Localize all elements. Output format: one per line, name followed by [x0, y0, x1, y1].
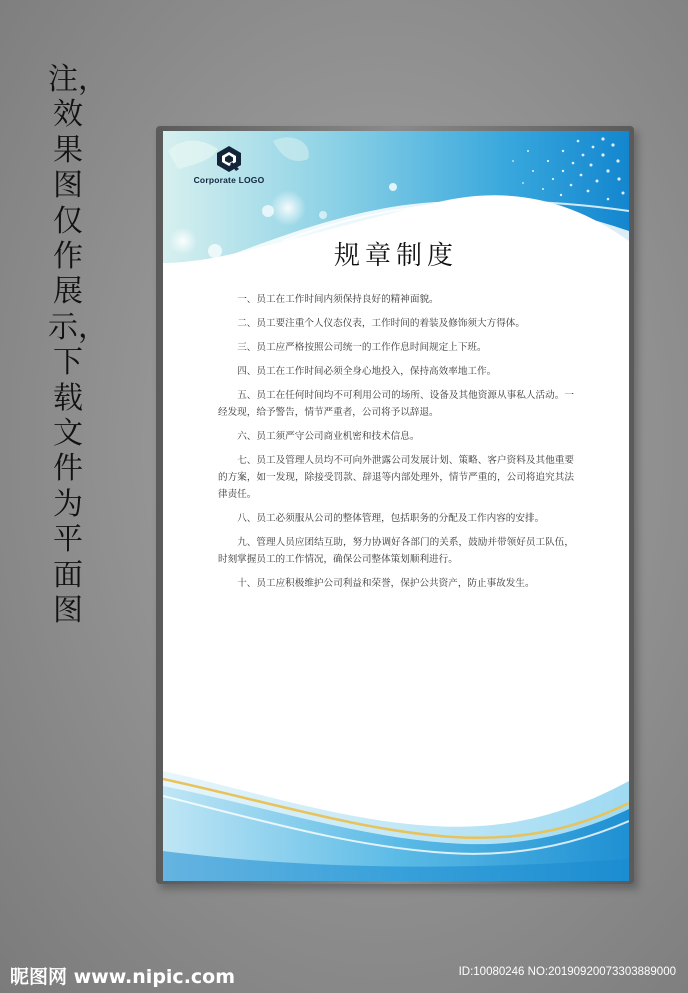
rule-item: 六、员工须严守公司商业机密和技术信息。: [237, 431, 420, 442]
rule-item: 七、员工及管理人员均不可向外泄露公司发展计划、策略、客户资料及其他重要的方案，如一发现，除接受罚款、辞退等内部处理外，情节严重的，公司将追究其法律责任。: [218, 455, 574, 500]
page-title: 规章制度: [333, 241, 458, 271]
rule-item: 一、员工在工作时间内须保持良好的精神面貌。: [237, 294, 439, 305]
rule-item: 八、员工必须服从公司的整体管理，包括职务的分配及工作内容的安排。: [237, 513, 545, 524]
corporate-logo: [189, 145, 269, 185]
poster-paper: [163, 131, 629, 881]
rule-item: 二、员工要注重个人仪态仪表，工作时间的着装及修饰须大方得体。: [237, 318, 525, 329]
hexagon-logo-icon: [215, 145, 243, 173]
rule-item: 三、员工应严格按照公司统一的工作作息时间规定上下班。: [237, 342, 487, 353]
image-id-watermark: ID:10080246 NO:20190920073303889000: [458, 966, 676, 978]
rule-item: 四、员工在工作时间必须全身心地投入，保持高效率地工作。: [237, 366, 497, 377]
rule-item: 五、员工在任何时间均不可利用公司的场所、设备及其他资源从事私人活动。一经发现，给予警告，情节严重者，公司将予以辞退。: [218, 390, 574, 418]
logo-text: Corporate LOGO: [193, 175, 265, 185]
site-watermark: 昵图网 www.nipic.com: [10, 966, 236, 988]
rules-list: [218, 291, 574, 599]
rule-item: 十、员工应积极维护公司利益和荣誉，保护公共资产，防止事故发生。: [237, 578, 535, 589]
rule-item: 九、管理人员应团结互助，努力协调好各部门的关系，鼓励并带领好员工队伍，时刻掌握员工的工作情况，确保公司整体策划顺利进行。: [218, 537, 574, 565]
side-note: 注，效果图仅作展示，下载文件为平面图: [48, 62, 108, 629]
